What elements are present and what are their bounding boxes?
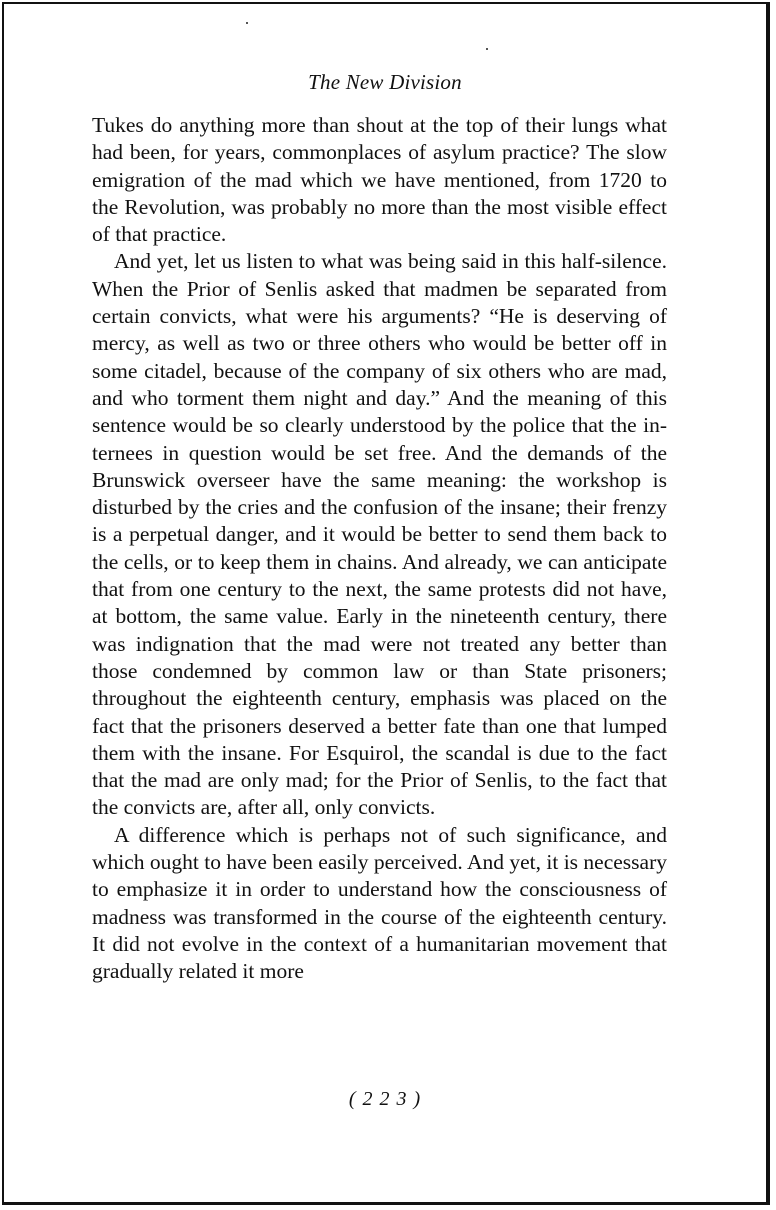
page-number: ( 2 2 3 ) xyxy=(348,1088,422,1110)
print-speck xyxy=(486,48,488,50)
paragraph-3: A difference which is perhaps not of such significance, and which ought to have been easily perceived. And yet, it is necessary to emphasize it in order to understand how the consciousness of madness was transformed in the course of the eighteenth century. It did not evolve in the context of a humanitarian movement that gradually related it more xyxy=(92,822,667,984)
running-head: The New Division xyxy=(308,70,462,94)
book-page xyxy=(2,2,770,1205)
paragraph-2: And yet, let us listen to what was being said in this half-silence. When the Prior of Senlis asked that madmen be separated from certain convicts, what were his arguments? “He is deserving of mercy, as well as two or three others who would be better off in some citadel, because of the company of six others who are mad, and who torment them night and day.” And the meaning of this sentence would be so clearly understood by the police that the internees in question would be set free. And the demands of the Brunswick overseer have the same meaning: the workshop is disturbed by the cries and the confusion of the insane; their frenzy is a perpetual danger, and it would be better to send them back to the cells, or to keep them in chains. And already, we can anticipate that from one century to the next, the same protests did not have, at bottom, the same value. Early in the nineteenth century, there was indignation that the mad were not treated any better than those condemned by common law or than State prisoners; throughout the eighteenth century, emphasis was placed on the fact that the prisoners deserved a better fate than one that lumped them with the insane. For Esquirol, the scandal is due to the fact that the mad are only mad; for the Prior of Senlis, to the fact that the convicts are, after all, only convicts. xyxy=(92,249,667,820)
body-text xyxy=(92,112,667,986)
print-speck xyxy=(246,22,248,24)
paragraph-1: Tukes do anything more than shout at the top of their lungs what had been, for years, commonplaces of asylum practice? The slow emigration of the mad which we have mentioned, from 1720 to the Revolution, was probably no more than the most visible effect of that practice. xyxy=(92,113,667,247)
